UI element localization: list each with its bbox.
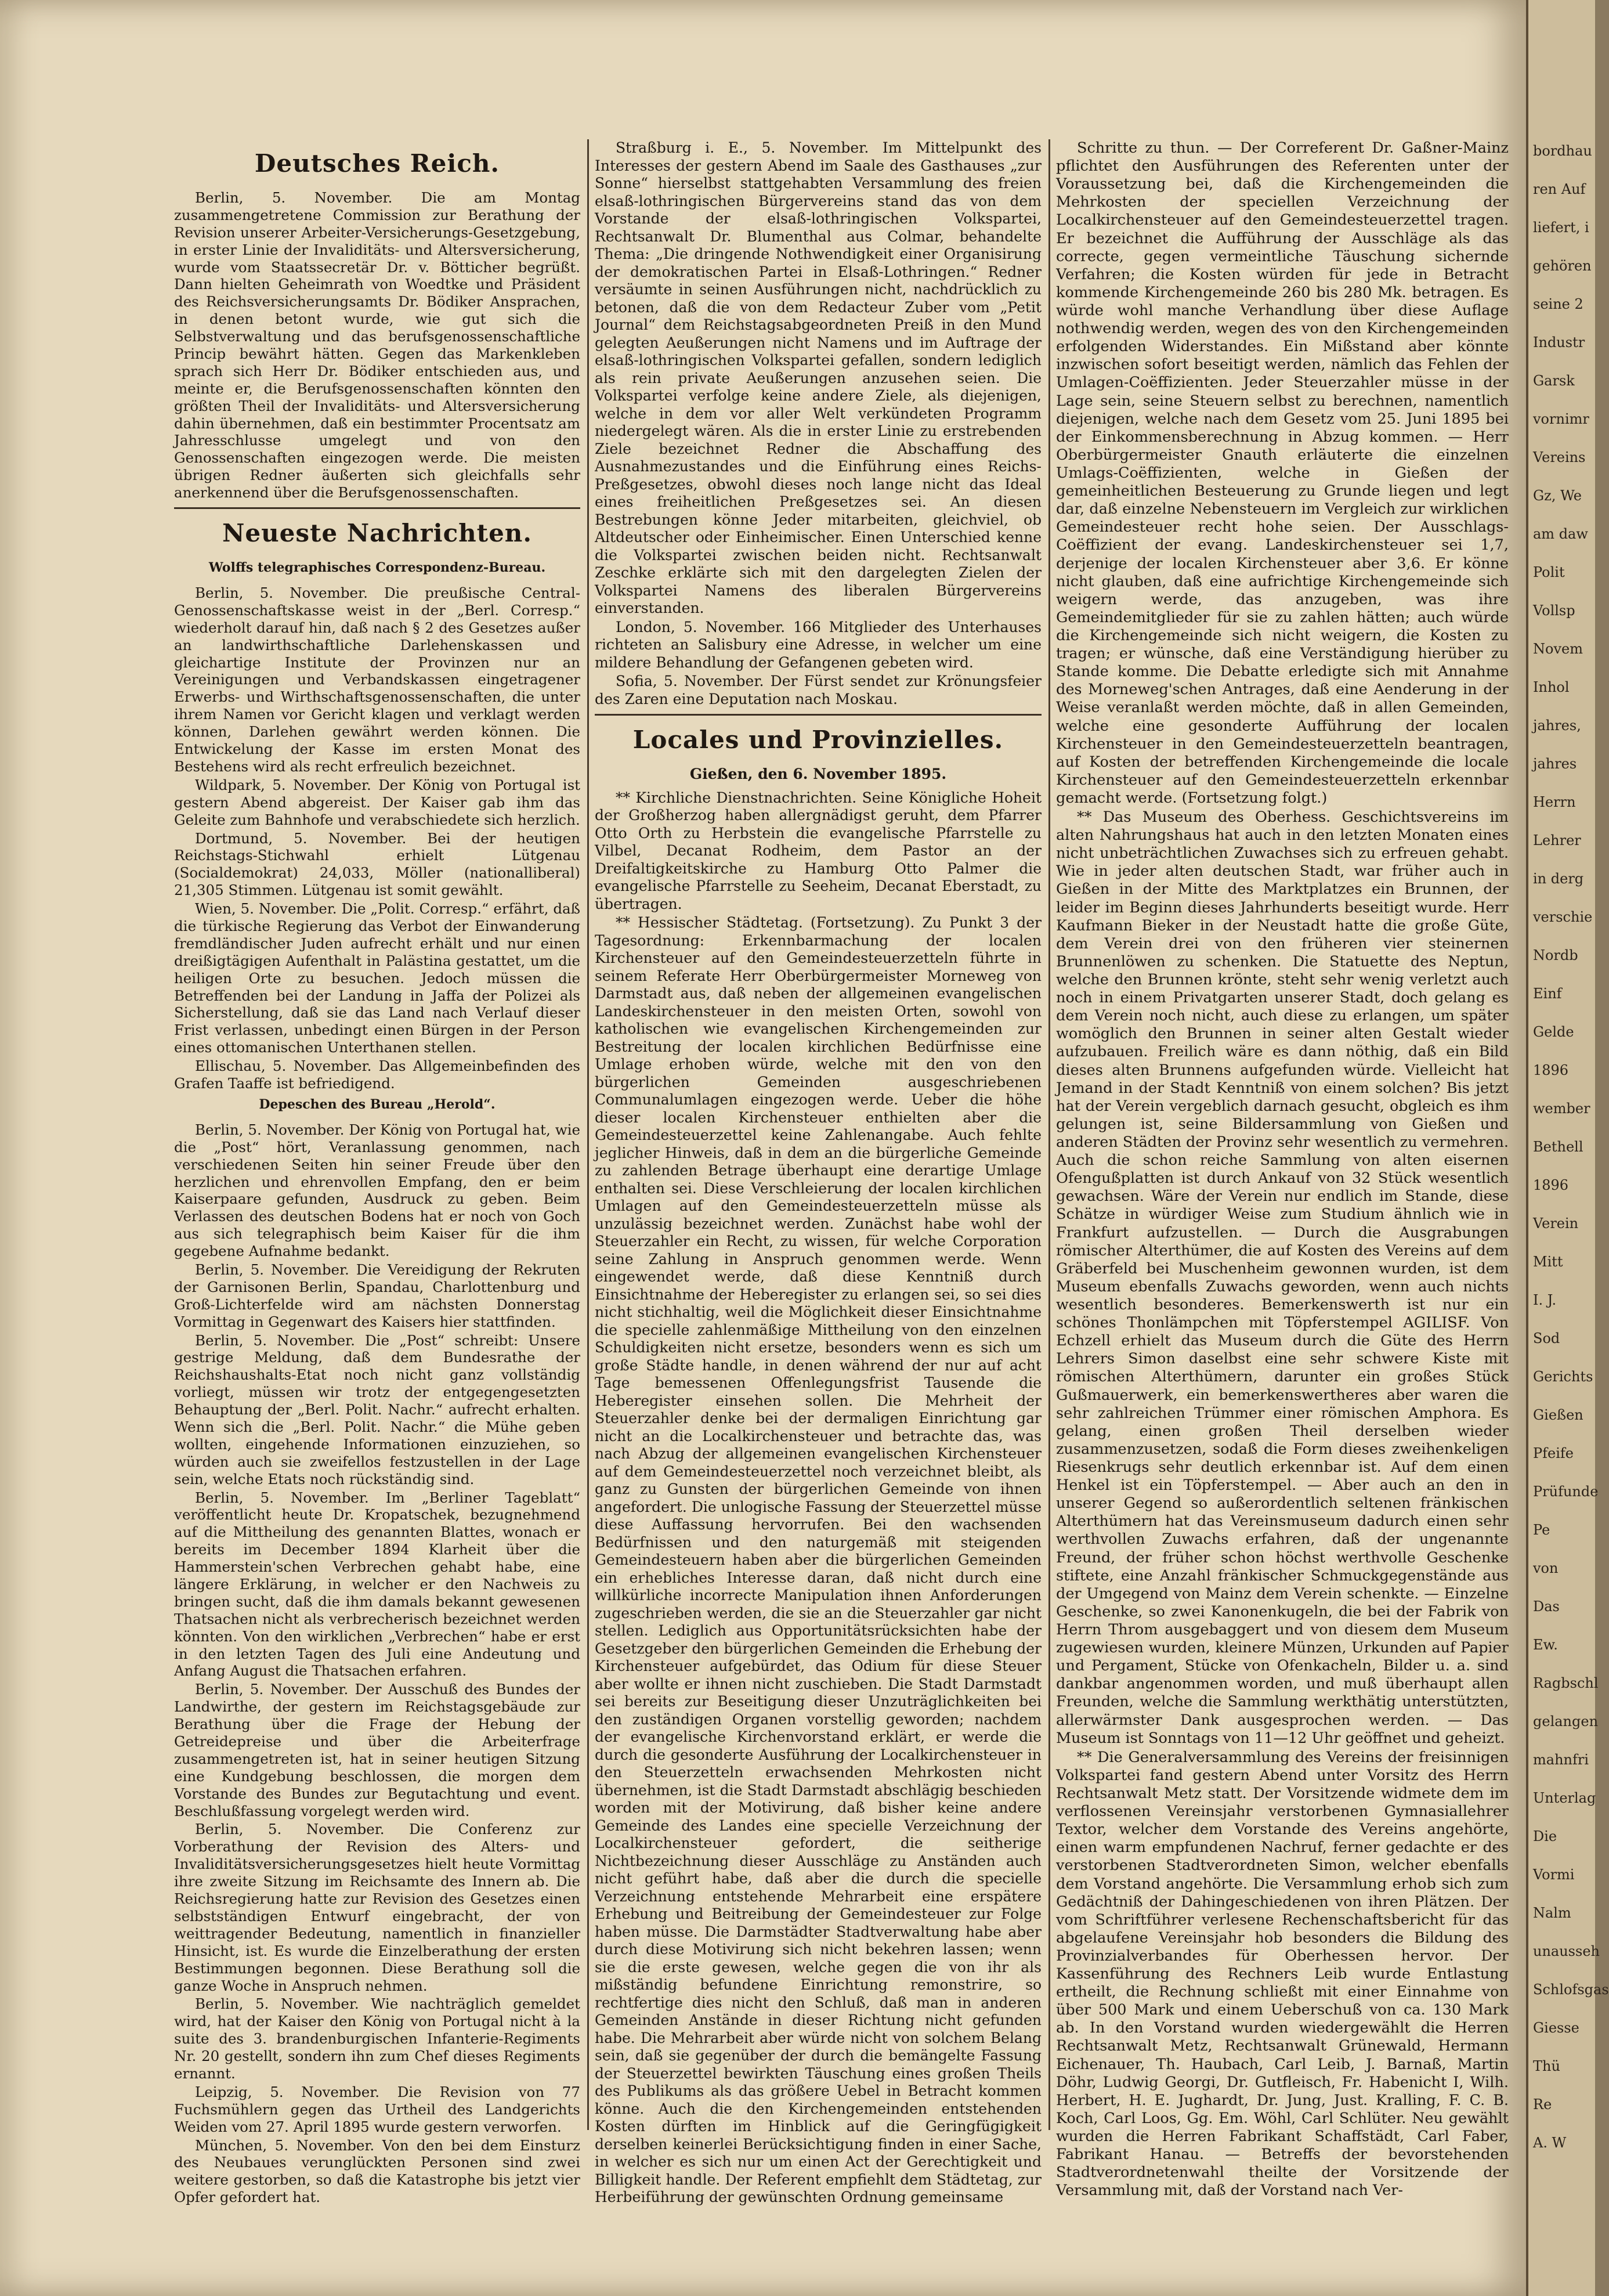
column-2	[595, 139, 1042, 2207]
adjacent-page-fragment: A. W	[1533, 2135, 1567, 2151]
adjacent-page-fragment: Nalm	[1533, 1905, 1571, 1921]
article-paragraph: ** Kirchliche Dienstnachrichten. Seine Königliche Hoheit der Großherzog haben allergnädigst geruht, dem Pfarrer Otto Orth zu Herbstein die evangelische Pfarrstelle zu Vilbel, Decanat Rodheim, dem Pastor an der Dreifaltigkeitskirche zu Hamburg Otto Palmer die evangelische Pfarrstelle zu Seeheim, Decanat Eberstadt, zu übertragen.	[595, 789, 1042, 912]
adjacent-page-fragment: Unterlag	[1533, 1790, 1596, 1806]
article-paragraph: Wien, 5. November. Die „Polit. Corresp.“ erfährt, daß die türkische Regierung das Verbot der Einwanderung fremdländischer Juden aufrecht erhält und nur einen dreißigtägigen Aufenthalt in Palästina gestattet, um die heiligen Orte zu besuchen. Jedoch müssen die Betreffenden bei der Landung in Jaffa der Polizei als Sicherstellung, daß sie das Land nach Verlauf dieser Frist verlassen, unbedingt einen Bürgen in der Person eines ottomanischen Unterthanen stellen.	[174, 900, 580, 1056]
article-paragraph: Schritte zu thun. — Der Correferent Dr. Gaßner-Mainz pflichtet den Ausführungen des Referenten unter der Voraussetzung bei, daß die Kirchengemeinden die Mehrkosten der speciellen Verzeichnung der Localkirchensteuer auf den Gemeindesteuerzettel tragen. Er bezeichnet die Aufführung der Ausschläge als das correcte, gegen vermeintliche Täuschung sichernde Verfahren; die Kosten würden für jede in Betracht kommende Kirchengemeinde 260 bis 280 Mk. betragen. Es würde wohl manche Verhandlung über diese Auflage nothwendig werden, wegen des von den Kirchengemeinden erfolgenden Widerstandes. Ein Mißstand aber könnte inzwischen sofort beseitigt werden, nämlich das Fehlen der Umlagen-Coëffizienten. Jeder Steuerzahler müsse in der Lage sein, seine Steuern selbst zu berechnen, namentlich diejenigen, welche nach dem Gesetz vom 25. Juni 1895 bei der Einkommensberechnung in Abzug kommen. — Herr Oberbürgermeister Gnauth erläuterte die einzelnen Umlags-Coëffizienten, welche in Gießen der gemeinheitlichen Besteuerung zu Grunde liegen und legt dar, daß einzelne Nebensteuern im Vergleich zur wirklichen Gemeindesteuer recht hohe seien. Der Ausschlags-Coëffizient der evang. Landeskirchensteuer sei 1,7, derjenige der localen Kirchensteuer aber 3,6. Er könne nicht glauben, daß eine aufrichtige Kirchengemeinde sich weigern werde, das anzugeben, was ihre Gemeindemitglieder für sie zu zahlen hätten; auch würde die Kirchengemeinde sich nicht weigern, die Kosten zu tragen; er wünsche, daß eine Verständigung hierüber zu Stande komme. Die Debatte erledigte sich mit Annahme des Morneweg'schen Antrages, daß eine Aenderung in der Weise veranlaßt werden möchte, daß in allen Gemeinden, welche eine gesonderte Aufführung der localen Kirchensteuer in den Gemeindesteuerzetteln beantragen, auf Kosten der betreffenden Kirchengemeinde die locale Kirchensteuer auf den Gemeindesteuerzetteln erkennbar gemacht werde. (Fortsetzung folgt.)	[1056, 139, 1509, 807]
adjacent-page-fragment: Ragbschl	[1533, 1675, 1599, 1691]
column-rule	[587, 139, 589, 2130]
article-paragraph: Berlin, 5. November. Die Conferenz zur Vorberathung der Revision des Alters- und Invaliditätsversicherungsgesetzes hielt heute Vormittag ihre zweite Sitzung im Reichsamte des Innern ab. Die Reichsregierung hatte zur Revision des Gesetzes einen selbstständigen Entwurf eingebracht, der von weittragender Bedeutung, namentlich in finanzieller Hinsicht, ist. Es wurde die Einzelberathung der ersten Bestimmungen begonnen. Diese Berathung soll die ganze Woche in Anspruch nehmen.	[174, 1821, 580, 1994]
adjacent-page-fragment: jahres,	[1533, 717, 1581, 734]
adjacent-page-fragment: gelangen	[1533, 1713, 1599, 1730]
column-rule	[1048, 139, 1050, 2130]
divider	[595, 714, 1042, 716]
article-paragraph: Berlin, 5. November. Die „Post“ schreibt: Unsere gestrige Meldung, daß dem Bundesrathe der Reichshaushalts-Etat noch nicht ganz vollständig vorliegt, müssen wir trotz der entgegengesetzten Behauptung der „Berl. Polit. Nachr.“ aufrecht erhalten. Wenn sich die „Berl. Polit. Nachr.“ die Mühe geben wollten, eingehende Informationen einzuziehen, so würden auch sie zweifellos festzustellen in der Lage sein, welche Etats noch rückständig sind.	[174, 1331, 580, 1488]
section-heading-deutsches-reich: Deutsches Reich.	[254, 149, 500, 178]
adjacent-page-fragment: wember	[1533, 1100, 1590, 1117]
adjacent-page-fragment: Polit	[1533, 564, 1565, 580]
adjacent-page-fragment: I. J.	[1533, 1292, 1557, 1308]
bureau-subheading: Depeschen des Bureau „Herold“.	[259, 1096, 496, 1112]
adjacent-page-fragment: seine 2	[1533, 296, 1583, 312]
adjacent-page-fragment: Thü	[1533, 2058, 1560, 2074]
adjacent-page-fragment: Novem	[1533, 641, 1583, 657]
adjacent-page-fragment: Giesse	[1533, 2020, 1579, 2036]
adjacent-page-fragment: ren Auf	[1533, 181, 1586, 197]
article-paragraph: Straßburg i. E., 5. November. Im Mittelpunkt des Interesses der gestern Abend im Saale des Gasthauses „zur Sonne“ hierselbst stattgehabten Versammlung des freien elsaß-lothringischen Bürgervereins stand das von dem Vorstande der elsaß-lothringischen Volkspartei, Rechtsanwalt Dr. Blumenthal aus Colmar, behandelte Thema: „Die dringende Nothwendigkeit einer Organisirung der demokratischen Partei in Elsaß-Lothringen.“ Redner versäumte in seinen Ausführungen nicht, nachdrücklich zu betonen, daß die von dem Redacteur Zuber vom „Petit Journal“ dem Reichstagsabgeordneten Preiß in den Mund gelegten Aeußerungen nicht Namens und im Auftrage der elsaß-lothringischen Volkspartei gefallen, sondern lediglich als rein private Aeußerungen anzusehen seien. Die Volkspartei verfolge keine andere Ziele, als diejenigen, welche in dem vor aller Welt verkündeten Programm niedergelegt wären. Als die in erster Linie zu erstrebenden Ziele bezeichnet Redner die Abschaffung des Ausnahmezustandes und die Einführung eines Reichs-Preßgesetzes, obwohl dieses noch lange nicht das Ideal eines freiheitlichen Preßgesetzes sei. An diesen Bestrebungen könne Jeder mitarbeiten, gleichviel, ob Altdeutscher oder Einheimischer. Einen Unterschied kenne die Volkspartei zwischen beiden nicht. Rechtsanwalt Zeschke erklärte sich mit den dargelegten Zielen der Volkspartei Namens des liberalen Bürgervereins einverstanden.	[595, 139, 1042, 616]
adjacent-page-fragment: Das	[1533, 1598, 1560, 1615]
adjacent-page-fragment: Mitt	[1533, 1254, 1563, 1270]
section-heading-locales: Locales und Provinzielles.	[632, 725, 1004, 754]
article-paragraph: Berlin, 5. November. Die am Montag zusammengetretene Commission zur Berathung der Revision unserer Arbeiter-Versicherungs-Gesetzgebung, in erster Linie der Invaliditäts- und Altersversicherung, wurde vom Staatssecretär Dr. v. Bötticher begrüßt. Dann hielten Geheimrath von Woedtke und Präsident des Reichsversicherungsamts Dr. Bödiker Ansprachen, in denen betont wurde, wie gut sich die Selbstverwaltung und das berufsgenossenschaftliche Princip bewährt hätten. Gegen das Markenkleben sprach sich Herr Dr. Bödiker entschieden aus, und meinte er, die Berufsgenossenschaften könnten den größten Theil der Invaliditäts- und Altersversicherung dahin übernehmen, daß ein bestimmter Procentsatz am Jahresschlusse umgelegt und von den Genossenschaften eingezogen werde. Die meisten übrigen Redner äußerten sich gleichfalls sehr anerkennend über die Berufsgenossenschaften.	[174, 189, 580, 501]
adjacent-page-fragment: Industr	[1533, 334, 1585, 351]
adjacent-page-fragment: mahnfri	[1533, 1752, 1589, 1768]
bureau-subheading: Wolffs telegraphisches Correspondenz-Bureau.	[208, 560, 546, 576]
adjacent-page-fragment: unausseh	[1533, 1943, 1600, 1959]
adjacent-page-fragment: Gerichts	[1533, 1369, 1593, 1385]
column-3	[1056, 139, 1509, 2200]
adjacent-page-fragment: Vormi	[1533, 1867, 1575, 1883]
article-paragraph: ** Hessischer Städtetag. (Fortsetzung). Zu Punkt 3 der Tagesordnung: Erkennbarmachung der localen Kirchensteuer auf den Gemeindesteuerzetteln führte in seinem Referate Herr Oberbürgermeister Morneweg von Darmstadt aus, daß neben der allgemeinen evangelischen Landeskirchensteuer in den meisten Orten, sowohl von katholischen wie evangelischen Kirchengemeinden zur Bestreitung der localen kirchlichen Bedürfnisse eine Umlage erhoben würde, welche mit den von den bürgerlichen Gemeinden ausgeschriebenen Communalumlagen eingezogen werde. Ueber die höhe dieser localen Kirchensteuer enthielten aber die Gemeindesteuerzettel keine Zahlenangabe. Auch fehlte jeglicher Hinweis, daß in dem an die bürgerliche Gemeinde zu zahlenden Betrage überhaupt eine derartige Umlage enthalten sei. Diese Verschleierung der localen kirchlichen Umlagen auf den Gemeindesteuerzetteln müsse als unzulässig bezeichnet werden. Zunächst habe wohl der Steuerzahler ein Recht, zu wissen, für welche Corporation seine Zahlung in Anspruch genommen werde. Wenn eingewendet werde, daß diese Kenntniß durch Einsichtnahme der Heberegister zu erlangen sei, so sei dies nicht stichhaltig, weil die Möglichkeit dieser Einsichtnahme die specielle zahlenmäßige Mittheilung von den einzelnen Schuldigkeiten nicht ersetze, besonders wenn es sich um große Städte handle, in denen während der nur auf acht Tage bemessenen Offenlegungsfrist Tausende die Heberegister einsehen sollen. Die Mehrheit der Steuerzahler denke bei der dermaligen Einrichtung gar nicht an die Localkirchensteuer und betrachte das, was nach Abzug der allgemeinen evangelischen Kirchensteuer auf dem Gemeindesteuerzettel noch verzeichnet bleibt, als ganz zu Gunsten der bürgerlichen Gemeinde von ihnen angefordert. Die unlogische Fassung der Steuerzettel müsse diese Auffassung hervorrufen. Bei den wachsenden Bedürfnissen und den naturgemäß mit steigenden Gemeindesteuern haben aber die bürgerlichen Gemeinden ein erhebliches Interesse daran, daß nicht durch eine willkürliche incorrecte Manipulation ihnen Anforderungen zugeschrieben werden, die sie an die Steuerzahler gar nicht stellen. Lediglich aus Opportunitätsrücksichten habe der Gesetzgeber den bürgerlichen Gemeinden die Erhebung der Kirchensteuer aufgebürdet, das Odium für diese Steuer aber wollte er ihnen nicht zuschieben. Die Stadt Darmstadt sei bereits zur Beseitigung dieser Unzuträglichkeiten bei den zuständigen Organen vorstellig geworden; nachdem der evangelische Kirchenvorstand erklärt, er werde die durch die gesonderte Ausführung der Localkirchensteuer in den Steuerzetteln erwachsenden Mehrkosten nicht übernehmen, ist die Stadt Darmstadt abschlägig beschieden worden mit der Motivirung, daß bisher keine andere Gemeinde des Landes eine specielle Verzeichnung der Localkirchensteuer gefordert, die seitherige Nichtbezeichnung dieser Ausschläge zu Anständen auch nicht geführt habe, daß aber die durch die specielle Verzeichnung entstehende Mehrarbeit eine erspätere Erhebung und Beitreibung der Gemeindesteuer zur Folge haben müsse. Die Darmstädter Stadtverwaltung habe aber durch diese Motivirung sich nicht bekehren lassen; wenn sie die erste gewesen, welche gegen die von ihr als mißständig befundene Einrichtung remonstrire, so rechtfertige dies nicht den Schluß, daß man in anderen Gemeinden Anstände in dieser Richtung nicht gefunden habe. Die Mehrarbeit aber würde nicht von solchem Belang sein, daß sie gegenüber der durch die bemängelte Fassung der Steuerzettel bewirkten Täuschung eines großen Theils des Publikums als das größere Uebel in Betracht kommen könne. Auch die den Kirchengemeinden entstehenden Kosten dürften im Hinblick auf die Geringfügigkeit derselben keinerlei Berücksichtigung finden in einer Sache, in welcher es sich nur um einen Act der Gerechtigkeit und Billigkeit handle. Der Referent empfiehlt dem Städtetag, zur Herbeiführung der gewünschten Ordnung gemeinsame	[595, 914, 1042, 2205]
adjacent-page-fragment: liefert, i	[1533, 219, 1589, 236]
article-paragraph: ** Die Generalversammlung des Vereins der freisinnigen Volkspartei fand gestern Abend unter Vorsitz des Herrn Rechtsanwalt Metz statt. Der Vorsitzende widmete dem im verflossenen Vereinsjahr verstorbenen Gymnasiallehrer Textor, welcher dem Vorstande des Vereins angehörte, einen warm empfundenen Nachruf, ferner gedachte er des verstorbenen Stadtverordneten Simon, welcher ebenfalls dem Vorstand angehörte. Die Versammlung erhob sich zum Gedächtniß der Dahingeschiedenen von ihren Plätzen. Der vom Schriftführer verlesene Rechenschaftsbericht für das abgelaufene Vereinsjahr hob besonders die Bildung des Provinzialverbandes für Oberhessen hervor. Der Kassenführung des Rechners Leib wurde Entlastung ertheilt, die Rechnung schließt mit einer Einnahme von über 500 Mark und einem Ueberschuß von ca. 130 Mark ab. In den Vorstand wurden wiedergewählt die Herren Rechtsanwalt Metz, Rechtsanwalt Grünewald, Hermann Eichenauer, Th. Haubach, Carl Leib, J. Barnaß, Martin Döhr, Ludwig Georgi, Dr. Gutfleisch, Fr. Habenicht I, Wilh. Herbert, H. E. Jughardt, Dr. Jung, Just. Kralling, F. C. B. Koch, Carl Loos, Gg. Em. Wöhl, Carl Schlüter. Neu gewählt wurden die Herren Fabrikant Schaffstädt, Carl Faber, Fabrikant Hanau. — Betreffs der bevorstehenden Stadtverordnetenwahl theilte der Vorsitzende der Versammlung mit, daß der Vorstand nach Ver-	[1056, 1748, 1509, 2200]
article-paragraph: Leipzig, 5. November. Die Revision von 77 Fuchsmühlern gegen das Urtheil des Landgerichts Weiden vom 27. April 1895 wurde gestern verworfen.	[174, 2083, 580, 2135]
adjacent-page-fragment: Gz, We	[1533, 488, 1582, 504]
adjacent-page-fragment: von	[1533, 1560, 1559, 1576]
adjacent-page-fragment: verschie	[1533, 909, 1593, 925]
adjacent-page-fragment: Bethell	[1533, 1139, 1583, 1155]
adjacent-page-fragment: Gelde	[1533, 1024, 1574, 1040]
adjacent-page-fragment: am daw	[1533, 526, 1588, 542]
adjacent-page-edge	[1526, 0, 1609, 2296]
adjacent-page-fragment: Garsk	[1533, 373, 1575, 389]
adjacent-page-fragment: gehören	[1533, 258, 1592, 274]
adjacent-page-fragment: Gießen	[1533, 1407, 1583, 1423]
adjacent-page-fragment: Sod	[1533, 1330, 1560, 1346]
article-paragraph: Wildpark, 5. November. Der König von Portugal ist gestern Abend abgereist. Der Kaiser gab ihm das Geleite zum Bahnhofe und verabschiedete sich herzlich.	[174, 776, 580, 828]
article-paragraph: Ellischau, 5. November. Das Allgemeinbefinden des Grafen Taaffe ist befriedigend.	[174, 1057, 580, 1092]
article-paragraph: Sofia, 5. November. Der Fürst sendet zur Krönungsfeier des Zaren eine Deputation nach Moskau.	[595, 673, 1042, 707]
article-paragraph: Berlin, 5. November. Die Vereidigung der Rekruten der Garnisonen Berlin, Spandau, Charlottenburg und Groß-Lichterfelde wird am nächsten Donnerstag Vormittag in Gegenwart des Kaisers hier stattfinden.	[174, 1261, 580, 1330]
adjacent-page-fragment: Lehrer	[1533, 832, 1581, 849]
adjacent-page-fragment: Vereins	[1533, 449, 1586, 465]
adjacent-page-fragment: Prüfunde	[1533, 1483, 1599, 1500]
adjacent-page-fragment: Inhol	[1533, 679, 1570, 695]
adjacent-page-fragment: in derg	[1533, 871, 1584, 887]
adjacent-page-fragment: Pfeife	[1533, 1445, 1574, 1461]
divider	[174, 507, 580, 509]
adjacent-page-fragment: vornimr	[1533, 411, 1589, 427]
article-paragraph: Berlin, 5. November. Im „Berliner Tageblatt“ veröffentlicht heute Dr. Kropatschek, bezugnehmend auf die Mittheilung des genannten Blattes, wonach er bereits im December 1894 Klarheit über die Hammerstein'schen Verbrechen gehabt habe, eine längere Erklärung, in welcher er den Nachweis zu bringen sucht, daß die ihm damals bekannt gewesenen Thatsachen nicht als verbrecherisch bezeichnet werden könnten. Von den wirklichen „Verbrechen“ habe er erst in den letzten Tagen des Juli eine Andeutung und Anfang August die Thatsachen erfahren.	[174, 1489, 580, 1680]
column-1	[174, 139, 580, 2206]
adjacent-page-fragment: bordhau	[1533, 143, 1592, 159]
adjacent-page-fragment: Re	[1533, 2096, 1552, 2113]
adjacent-page-fragment: Ew.	[1533, 1637, 1558, 1653]
adjacent-page-fragment: 1896	[1533, 1062, 1569, 1078]
article-paragraph: ** Das Museum des Oberhess. Geschichtsvereins im alten Nahrungshaus hat auch in den letzten Monaten eines nicht unbeträchtlichen Zuwachses sich zu erfreuen gehabt. Wie in jeder alten deutschen Stadt, war früher auch in Gießen in der Mitte des Marktplatzes ein Brunnen, der leider im Beginn dieses Jahrhunderts beseitigt wurde. Herr Kaufmann Bieker in der Neustadt hatte die große Güte, dem Verein drei von den früheren vier steinernen Brunnenlöwen zu schenken. Die Statuette des Neptun, welche den Brunnen krönte, steht sehr wenig verletzt auch noch in einem Privatgarten unserer Stadt, doch gelang es dem Verein noch nicht, auch diese zu erlangen, um später womöglich den Brunnen in seiner alten Gestalt wieder aufzubauen. Freilich wäre es dann nöthig, daß ein Bild dieses alten Brunnens aufgefunden würde. Vielleicht hat Jemand in der Stadt Kenntniß von einem solchen? Bis jetzt hat der Verein vergeblich darnach gesucht, obgleich es ihm gelungen ist, seine Bildersammlung von Gießen und anderen Städten der Provinz sehr wesentlich zu vermehren. Auch die schon reiche Sammlung von alten eisernen Ofengußplatten ist durch Ankauf von 32 Stück wesentlich gewachsen. Wäre der Verein nur endlich im Stande, diese Schätze in würdiger Weise zum Studium ähnlich wie in Frankfurt aufzustellen. — Durch die Ausgrabungen römischer Alterthümer, die auf Kosten des Vereins auf dem Gräberfeld bei Muschenheim gewonnen wurden, ist dem Museum ebenfalls Zuwachs geworden, wenn auch nichts wesentlich besonderes. Bemerkenswerth ist nur ein schönes Thonlämpchen mit Töpferstempel AGILISF. Von Echzell erhielt das Museum durch die Güte des Herrn Lehrers Simon daselbst eine sehr schwere Kiste mit römischen Alterthümern, darunter ein großes Stück Gußmauerwerk, ein bemerkenswertheres aber waren die sehr zahlreichen Trümmer einer römischen Amphora. Es gelang, einen großen Theil derselben wieder zusammenzusetzen, sodaß die Form dieses zweihenkeligen Riesenkrugs sehr deutlich erkennbar ist. Auf dem einen Henkel ist ein Töpferstempel. — Aber auch an den in unserer Gegend so außerordentlich seltenen fränkischen Alterthümern hat das Vereinsmuseum dadurch einen sehr werthvollen Zuwachs erfahren, daß der ungenannte Freund, der früher schon höchst werthvolle Geschenke stiftete, eine Anzahl fränkischer Schmuckgegenstände aus der Umgegend von Mainz dem Verein schenkte. — Einzelne Geschenke, so zwei Kanonenkugeln, die bei der Fabrik von Herrn Throm ausgebaggert und von diesem dem Museum zugewiesen wurden, kleinere Münzen, Urkunden auf Papier und Pergament, Stücke von Ofenkacheln, Bilder u. a. sind dankbar angenommen worden, und muß überhaupt allen Freunden, welche die Sammlung werkthätig unterstützten, allerwärmster Dank ausgesprochen werden. — Das Museum ist Sonntags von 11—12 Uhr geöffnet und geheizt.	[1056, 808, 1509, 1747]
adjacent-page-fragment: Pe	[1533, 1522, 1550, 1538]
dateline: Gießen, den 6. November 1895.	[689, 766, 947, 782]
article-paragraph: Dortmund, 5. November. Bei der heutigen Reichstags-Stichwahl erhielt Lütgenau (Socialdemokrat) 24,033, Möller (nationalliberal) 21,305 Stimmen. Lütgenau ist somit gewählt.	[174, 829, 580, 899]
article-paragraph: Berlin, 5. November. Die preußische Central-Genossenschaftskasse weist in der „Berl. Corresp.“ wiederholt darauf hin, daß nach § 2 des Gesetzes außer an landwirthschaftliche Darlehenskassen und gleichartige Institute der Provinzen nur an Vereinigungen und Verbandskassen eingetragener Erwerbs- und Wirthschaftsgenossenschaften, die unter ihrem Namen vor Gericht klagen und verklagt werden können, Darlehen gewährt werden können. Die Entwickelung der Kasse im ersten Monat des Bestehens wird als recht erfreulich bezeichnet.	[174, 584, 580, 775]
article-paragraph: München, 5. November. Von den bei dem Einsturz des Neubaues verunglückten Personen sind zwei weitere gestorben, so daß die Katastrophe bis jetzt vier Opfer gefordert hat.	[174, 2136, 580, 2206]
adjacent-page-fragment: Schlofsgas	[1533, 1981, 1609, 1998]
article-paragraph: Berlin, 5. November. Wie nachträglich gemeldet wird, hat der Kaiser den König von Portugal nicht à la suite des 3. brandenburgischen Infanterie-Regiments Nr. 20 gestellt, sondern ihn zum Chef dieses Regiments ernannt.	[174, 1995, 580, 2082]
adjacent-page-fragment: Die	[1533, 1828, 1557, 1844]
adjacent-page-fragment: 1896	[1533, 1177, 1569, 1193]
adjacent-page-fragment: Herrn	[1533, 794, 1576, 810]
article-paragraph: Berlin, 5. November. Der König von Portugal hat, wie die „Post“ hört, Veranlassung genommen, nach verschiedenen Seiten hin seiner Freude über den herzlichen und ehrenvollen Empfang, den er beim Kaiserpaare gefunden, Ausdruck zu geben. Beim Verlassen des deutschen Bodens hat er noch von Goch aus sich telegraphisch beim Kaiser für die ihm gegebene Aufnahme bedankt.	[174, 1121, 580, 1260]
adjacent-page-fragment: Nordb	[1533, 947, 1578, 963]
adjacent-page-fragment: jahres	[1533, 756, 1577, 772]
adjacent-page-fragment: Einf	[1533, 985, 1562, 1002]
article-paragraph: Berlin, 5. November. Der Ausschuß des Bundes der Landwirthe, der gestern im Reichstagsgebäude zur Berathung über die Frage der Hebung der Getreidepreise und über die Arbeiterfrage zusammengetreten ist, hat in seiner heutigen Sitzung eine Kundgebung beschlossen, die morgen dem Vorstande des Bundes zur Begutachtung und event. Beschlußfassung vorgelegt werden wird.	[174, 1681, 580, 1820]
adjacent-page-fragment: Vollsp	[1533, 602, 1575, 619]
adjacent-page-fragment: Verein	[1533, 1215, 1579, 1232]
article-paragraph: London, 5. November. 166 Mitglieder des Unterhauses richteten an Salisbury eine Adresse, in welcher um eine mildere Behandlung der Gefangenen gebeten wird.	[595, 618, 1042, 671]
section-heading-neueste-nachrichten: Neueste Nachrichten.	[222, 519, 532, 548]
